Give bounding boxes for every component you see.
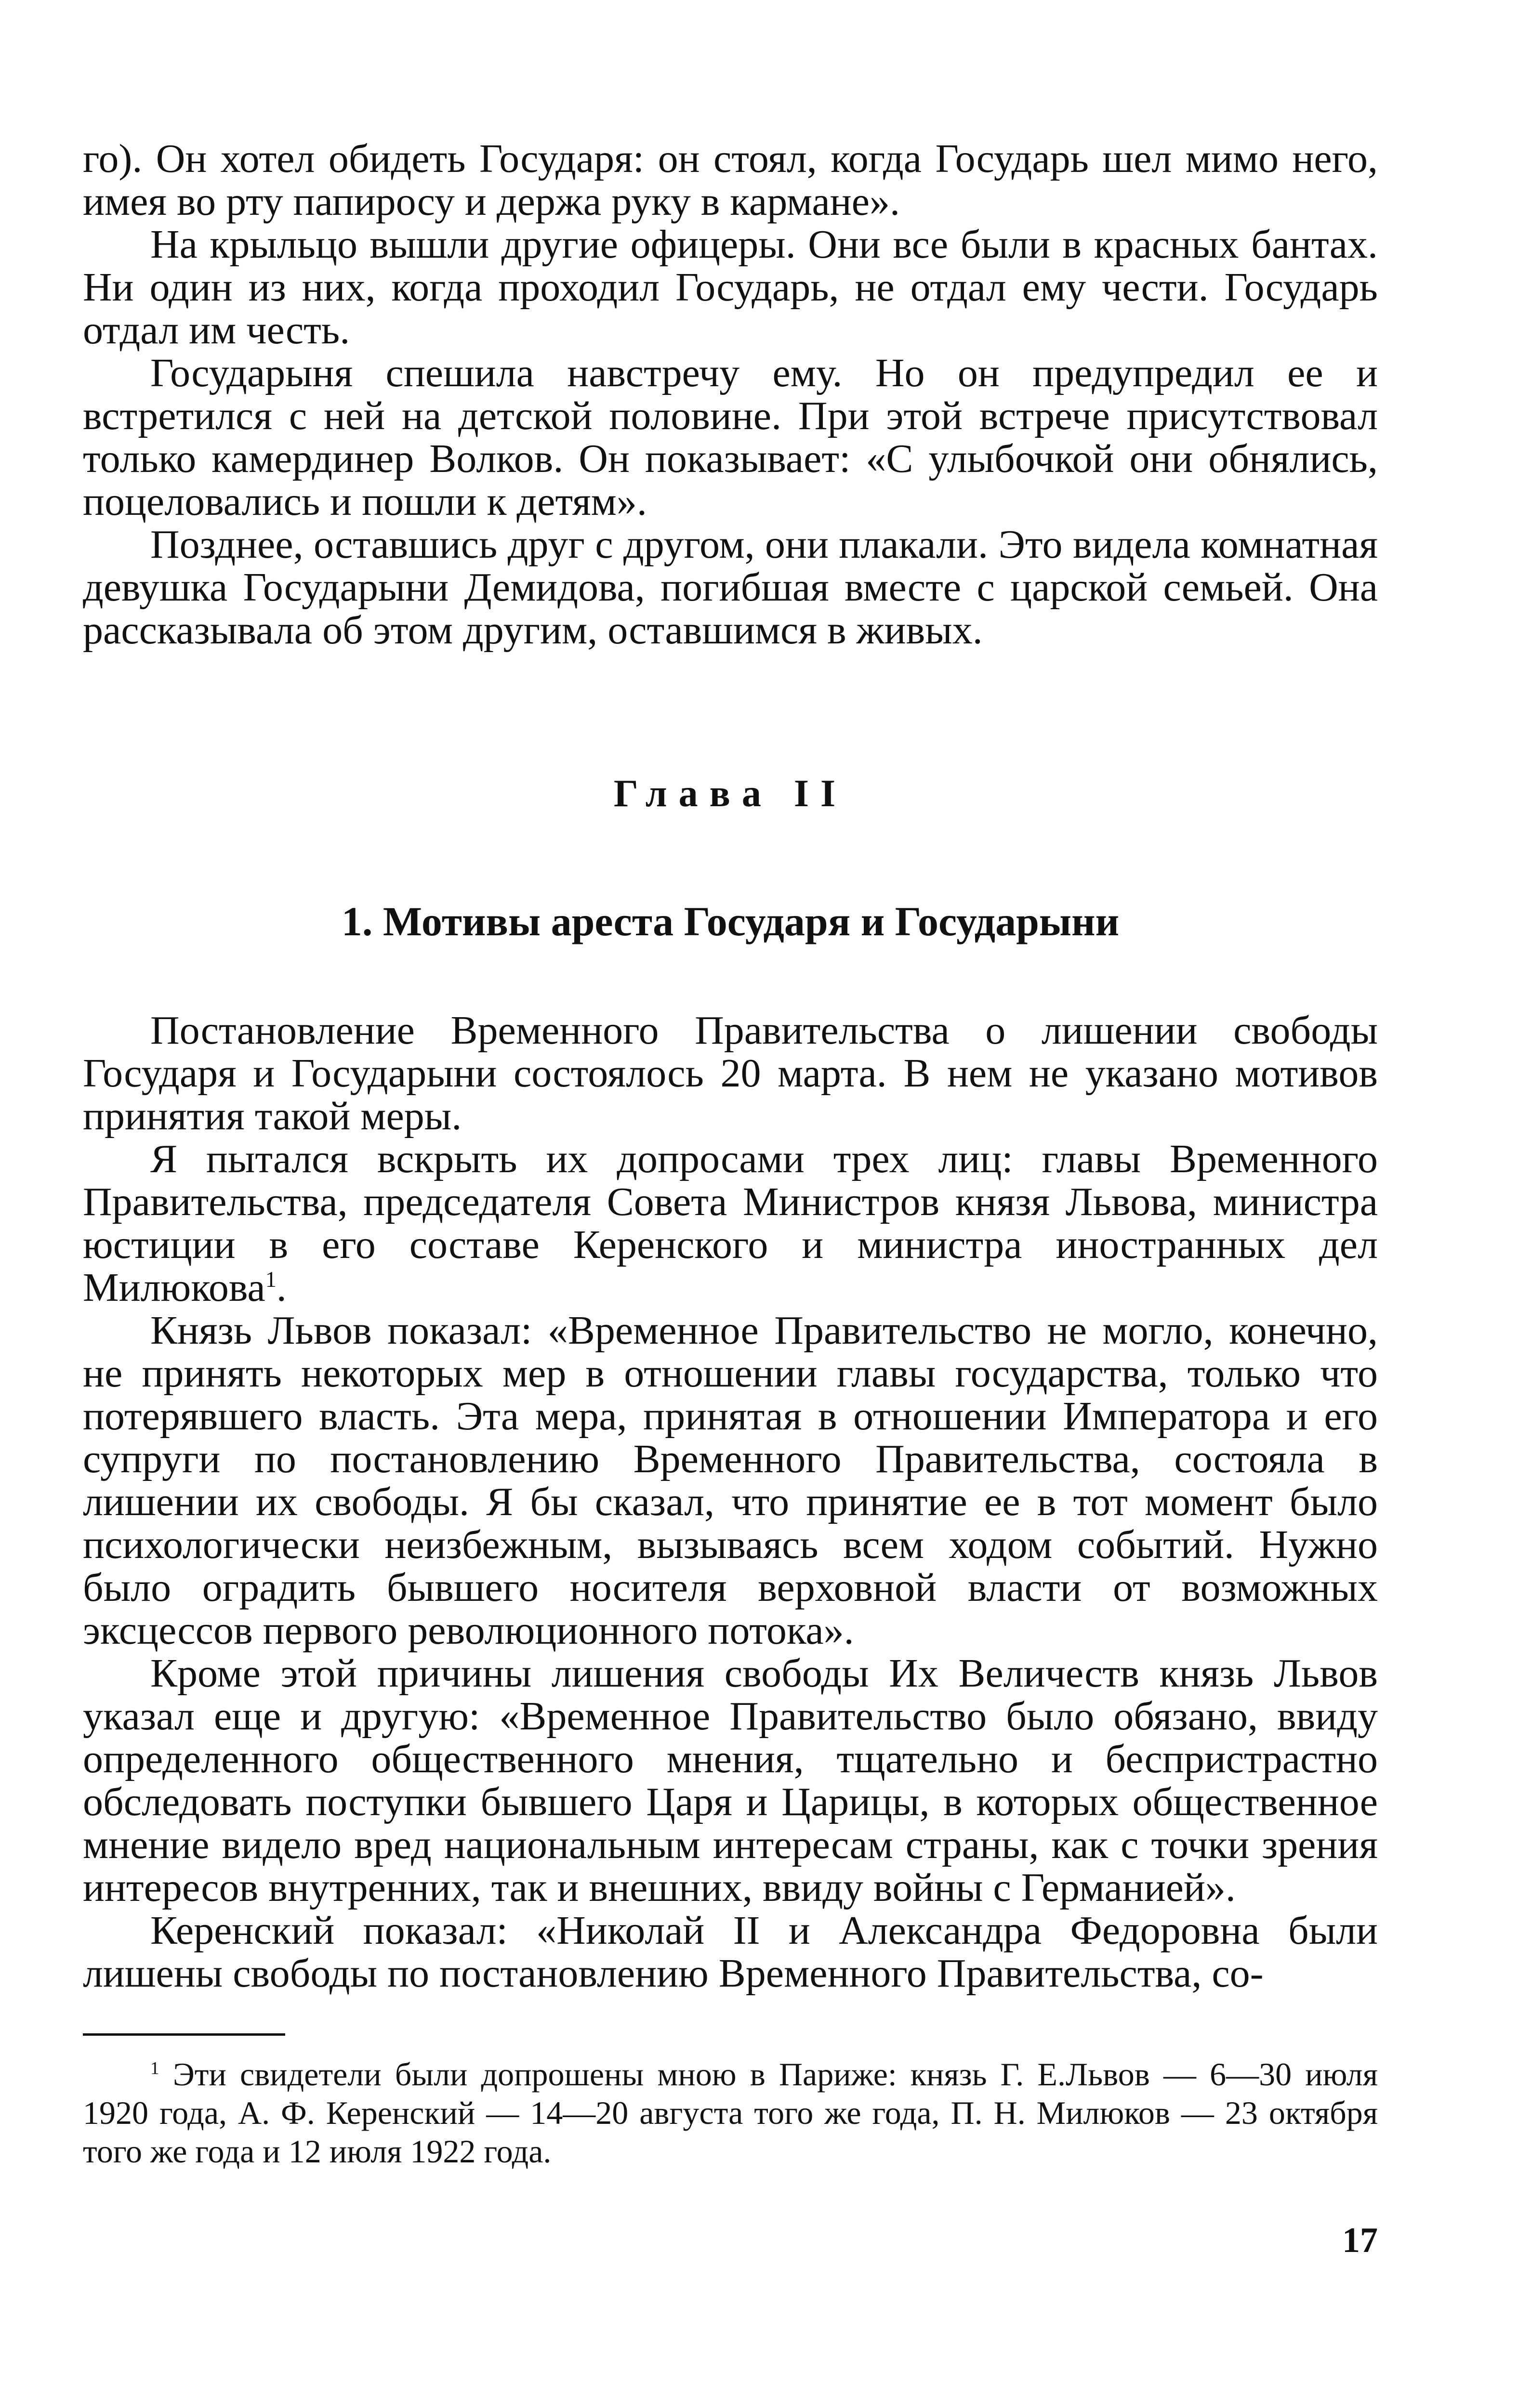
chapter-title: Глава II <box>613 772 847 815</box>
footnote-reference[interactable]: 1 <box>265 1267 277 1292</box>
footnote-text: Эти свидетели были допрошены мною в Париже: князь Г. Е.Львов — 6—30 июля 1920 года, А. Ф. Керенский — 14—20 августа того же года, П. Н. Милюков — 23 октября того же года и 12 июля 1922 года. <box>83 2056 1378 2170</box>
paragraph-end: . <box>276 1265 287 1310</box>
page-content <box>83 137 1378 2171</box>
footnote-number: 1 <box>150 2058 159 2079</box>
paragraph: Керенский показал: «Николай II и Александра Федоровна были лишены свободы по постановлению Временного Правительства, со- <box>83 1908 1378 1996</box>
paragraph-text: Я пытался вскрыть их допросами трех лиц: главы Временного Правительства, председателя Совета Министров князя Львова, министра юстиции в его составе Керенского и министра иностранных дел Милюкова <box>83 1137 1378 1310</box>
paragraph-with-footnote <box>83 1138 1378 1309</box>
footnote-divider <box>83 2033 285 2036</box>
paragraph: го). Он хотел обидеть Государя: он стоял, когда Государь шел мимо него, имея во рту папиросу и держа руку в кармане». <box>83 136 1378 224</box>
page-number: 17 <box>1342 2221 1378 2260</box>
paragraph: На крыльцо вышли другие офицеры. Они все были в красных бантах. Ни один из них, когда проходил Государь, не отдал ему чести. Государь отдал им честь. <box>83 222 1378 353</box>
paragraph: Постановление Временного Правительства о лишении свободы Государя и Государыни состоялось 20 марта. В нем не указано мотивов принятия такой меры. <box>83 1008 1378 1139</box>
paragraph: Кроме этой причины лишения свободы Их Величеств князь Львов указал еще и другую: «Временное Правительство было обязано, ввиду определенного общественного мнения, тщательно и беспристрастно обследовать поступки бывшего Царя и Царицы, в которых общественное мнение видело вред национальным интересам страны, как с точки зрения интересов внутренних, так и внешних, ввиду войны с Германией». <box>83 1651 1378 1910</box>
paragraph: Позднее, оставшись друг с другом, они плакали. Это видела комнатная девушка Государыни Демидова, погибшая вместе с царской семьей. Она рассказывала об этом другим, оставшимся в живых. <box>83 522 1378 653</box>
footnote <box>83 2055 1378 2171</box>
paragraph: Государыня спешила навстречу ему. Но он предупредил ее и встретился с ней на детской половине. При этой встрече присутствовал только камердинер Волков. Он показывает: «С улыбочкой они обнялись, поцеловались и пошли к детям». <box>83 351 1378 524</box>
paragraph: Князь Львов показал: «Временное Правительство не могло, конечно, не принять некоторых мер в отношении главы государства, только что потерявшего власть. Эта мера, принятая в отношении Императора и его супруги по постановлению Временного Правительства, состояла в лишении их свободы. Я бы сказал, что принятие ее в тот момент было психологически неизбежным, вызываясь всем ходом событий. Нужно было оградить бывшего носителя верховной власти от возможных эксцессов первого революционного потока». <box>83 1308 1378 1653</box>
section-title: 1. Мотивы ареста Государя и Государыни <box>341 898 1120 944</box>
